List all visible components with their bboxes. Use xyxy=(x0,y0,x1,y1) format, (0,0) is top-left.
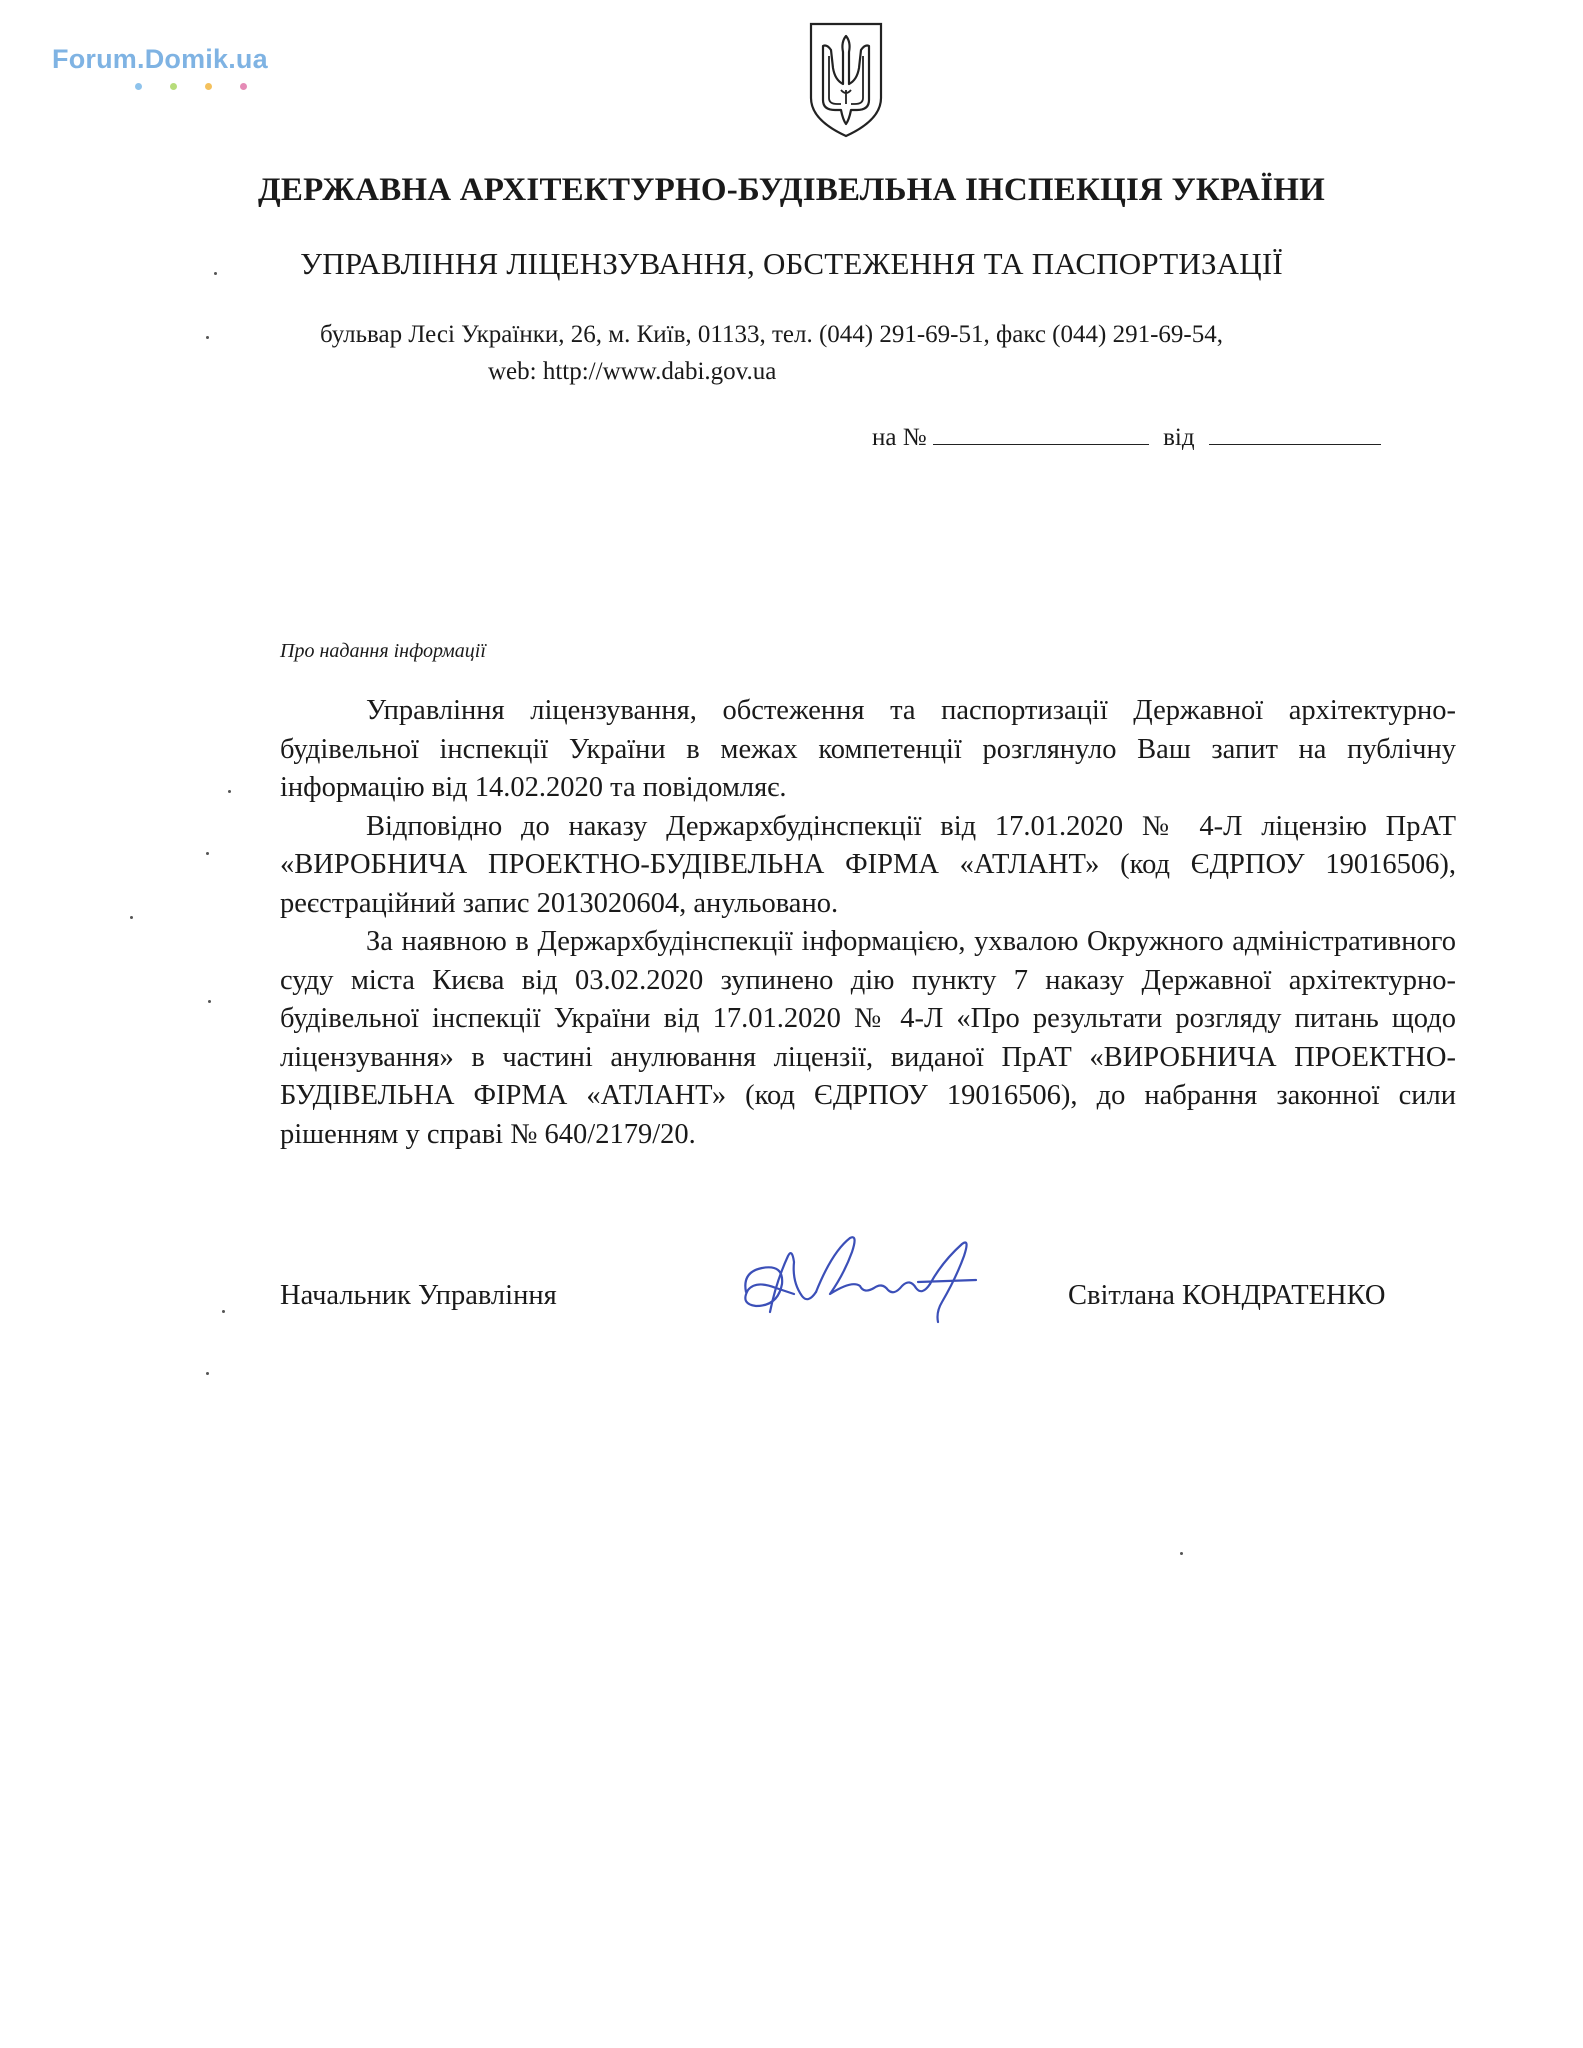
department-title: УПРАВЛІННЯ ЛІЦЕНЗУВАННЯ, ОБСТЕЖЕННЯ ТА ПАСПОРТИЗАЦІЇ xyxy=(300,246,1283,281)
scan-speck xyxy=(228,790,231,793)
ref-number-label: на № xyxy=(872,424,927,451)
handwritten-signature xyxy=(732,1222,992,1332)
signer-position: Начальник Управління xyxy=(280,1280,557,1311)
ref-number-blank xyxy=(933,420,1149,445)
watermark-dot xyxy=(240,83,247,90)
letter-body xyxy=(280,692,1456,1154)
paragraph: Управління ліцензування, обстеження та паспортизації Державної архітектурно-будівельної інспекції України в межах компетенції розглянуло Ваш запит на публічну інформацію від 14.02.2020 та повідомляє. xyxy=(280,695,1456,803)
ref-date-blank xyxy=(1209,420,1381,445)
scan-speck xyxy=(206,336,209,339)
scan-speck xyxy=(1180,1552,1183,1555)
scan-speck xyxy=(208,1000,211,1003)
ref-date-label: від xyxy=(1163,424,1195,451)
scan-speck xyxy=(222,1310,225,1313)
scan-speck xyxy=(206,1372,209,1375)
scan-speck xyxy=(130,916,133,919)
scan-speck xyxy=(206,852,209,855)
watermark-dot xyxy=(170,83,177,90)
watermark-dot xyxy=(135,83,142,90)
organization-title: ДЕРЖАВНА АРХІТЕКТУРНО-БУДІВЕЛЬНА ІНСПЕКЦІЯ УКРАЇНИ xyxy=(258,172,1325,208)
watermark-dots xyxy=(135,83,247,90)
website-line: web: http://www.dabi.gov.ua xyxy=(488,358,777,385)
reference-line xyxy=(872,420,1381,452)
address-block xyxy=(320,316,1223,390)
site-watermark: Forum.Domik.ua xyxy=(52,44,268,74)
paragraph: За наявною в Держархбудінспекції інформацією, ухвалою Окружного адміністративного суду міста Києва від 03.02.2020 зупинено дію пункту 7 наказу Державної архітектурно-будівельної інспекції України від 17.01.2020 № 4-Л «Про результати розгляду питань щодо ліцензування» в частині анулювання ліцензії, виданої ПрАТ «ВИРОБНИЧА ПРОЕКТНО-БУДІВЕЛЬНА ФІРМА «АТЛАНТ» (код ЄДРПОУ 19016506), до набрання законної сили рішенням у справі № 640/2179/20. xyxy=(280,926,1456,1150)
ukraine-trident-emblem-icon xyxy=(805,20,887,140)
paragraph: Відповідно до наказу Держархбудінспекції від 17.01.2020 № 4-Л ліцензію ПрАТ «ВИРОБНИЧА ПРОЕКТНО-БУДІВЕЛЬНА ФІРМА «АТЛАНТ» (код ЄДРПОУ 19016506), реєстраційний запис 2013020604, анульовано. xyxy=(280,810,1456,919)
watermark-dot xyxy=(205,83,212,90)
signer-name: Світлана КОНДРАТЕНКО xyxy=(1068,1280,1386,1311)
letter-subject: Про надання інформації xyxy=(280,640,486,662)
address-line: бульвар Лесі Українки, 26, м. Київ, 01133, тел. (044) 291-69-51, факс (044) 291-69-54, xyxy=(320,321,1223,348)
scan-speck xyxy=(214,272,217,275)
